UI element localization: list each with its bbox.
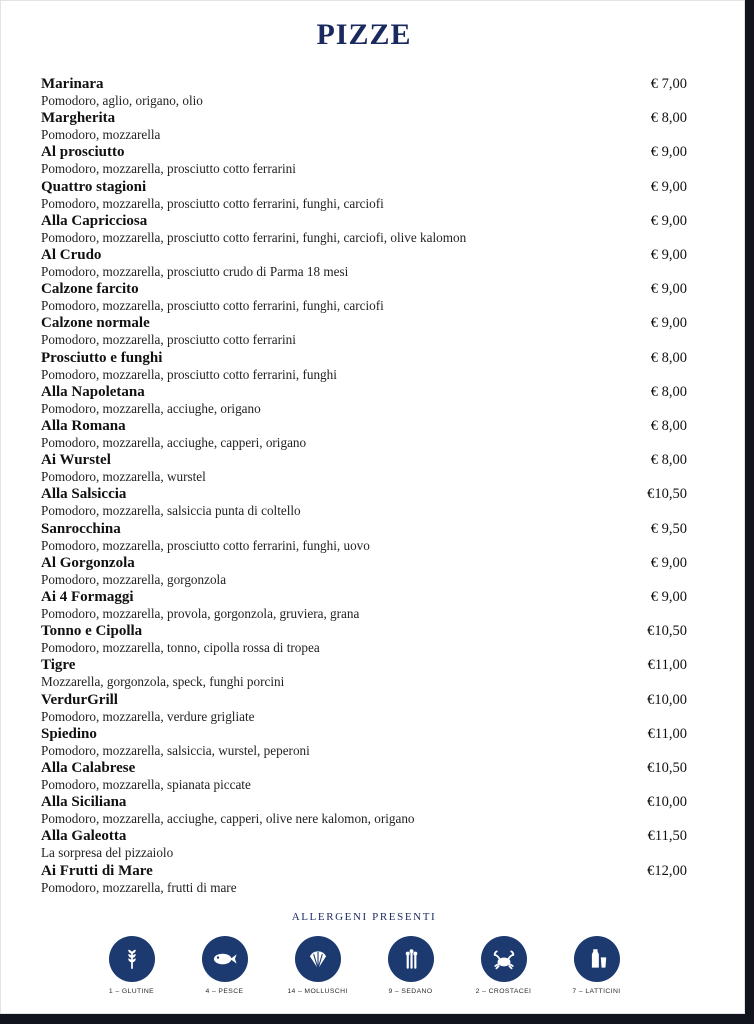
menu-item-name: Sanrocchina	[41, 520, 121, 537]
crab-icon	[490, 945, 518, 973]
menu-item-name: Quattro stagioni	[41, 178, 147, 195]
dairy-icon	[584, 946, 610, 972]
allergen-label: 9 – SEDANO	[388, 987, 433, 995]
menu-item-name: Al Crudo	[41, 247, 102, 264]
menu-item-name: Marinara	[41, 76, 104, 92]
menu-item-name: Calzone farcito	[41, 281, 139, 298]
menu-item-description: Pomodoro, mozzarella	[41, 127, 161, 143]
fish-icon	[211, 945, 239, 973]
menu-item-price: € 8,00	[650, 383, 687, 400]
allergen-label: 7 – LATTICINI	[572, 987, 621, 995]
menu-item-name: VerdurGrill	[41, 691, 118, 708]
allergen-badge	[295, 936, 341, 982]
menu-item	[41, 656, 687, 690]
allergen-icon-row	[41, 936, 687, 995]
menu-item-name: Al prosciutto	[41, 144, 125, 161]
menu-item	[41, 520, 687, 554]
menu-item-name: Tigre	[41, 657, 76, 674]
menu-item-price: €10,00	[647, 794, 687, 811]
menu-item	[41, 212, 687, 246]
menu-item-name: Margherita	[41, 110, 116, 127]
menu-item-price: € 9,00	[650, 589, 687, 606]
allergens-section	[41, 910, 687, 995]
allergen-item	[380, 936, 442, 995]
menu-item	[41, 827, 687, 861]
menu-item-price: € 8,00	[650, 452, 687, 469]
menu-item-price: € 9,00	[650, 554, 687, 571]
menu-item-name: Alla Capricciosa	[41, 212, 148, 229]
menu-item-description: Pomodoro, mozzarella, salsiccia punta di coltello	[41, 503, 301, 519]
menu-item-description: La sorpresa del pizzaiolo	[41, 845, 174, 861]
allergen-item	[194, 936, 256, 995]
menu-item-name: Calzone normale	[41, 315, 150, 332]
allergen-label: 1 – GLUTINE	[108, 987, 155, 995]
menu-item-description: Mozzarella, gorgonzola, speck, funghi porcini	[41, 674, 285, 690]
wheat-icon	[119, 946, 145, 972]
allergen-badge	[388, 936, 434, 982]
menu-item	[41, 75, 687, 109]
menu-item	[41, 485, 687, 519]
menu-item-price: € 9,00	[650, 178, 687, 195]
menu-item-name: Spiedino	[41, 725, 97, 742]
menu-item-price: € 9,00	[650, 144, 687, 161]
menu-item	[41, 383, 687, 417]
menu-item	[41, 246, 687, 280]
allergens-heading: ALLERGENI PRESENTI	[291, 910, 437, 923]
menu-item-price: € 8,00	[650, 418, 687, 435]
menu-item-name: Ai Frutti di Mare	[41, 862, 153, 879]
menu-item	[41, 417, 687, 451]
menu-item	[41, 554, 687, 588]
menu-item-price: € 9,00	[650, 315, 687, 332]
menu-item	[41, 793, 687, 827]
menu-item-description: Pomodoro, mozzarella, acciughe, capperi, olive nere kalomon, origano	[41, 811, 415, 827]
menu-item-description: Pomodoro, mozzarella, prosciutto cotto ferrarini, funghi, carciofi	[41, 298, 384, 314]
allergen-badge	[481, 936, 527, 982]
menu-item-price: € 9,50	[650, 520, 687, 537]
menu-item-description: Pomodoro, mozzarella, prosciutto cotto ferrarini	[41, 332, 296, 348]
menu-item-price: €12,00	[647, 862, 687, 879]
menu-item-description: Pomodoro, mozzarella, frutti di mare	[41, 879, 237, 895]
menu-item	[41, 451, 687, 485]
menu-item-price: €10,50	[647, 623, 687, 640]
menu-item-price: €10,00	[647, 691, 687, 708]
allergen-item	[101, 936, 163, 995]
menu-item	[41, 349, 687, 383]
menu-item	[41, 314, 687, 348]
menu-item-list	[41, 75, 687, 896]
menu-item-description: Pomodoro, mozzarella, acciughe, origano	[41, 400, 261, 416]
menu-item-price: € 8,00	[650, 349, 687, 366]
menu-item-name: Ai Wurstel	[41, 452, 111, 469]
menu-item-name: Ai 4 Formaggi	[41, 589, 134, 606]
allergen-item	[287, 936, 349, 995]
menu-item-price: € 9,00	[650, 247, 687, 264]
menu-item-name: Al Gorgonzola	[41, 554, 135, 571]
menu-item-description: Pomodoro, mozzarella, prosciutto cotto ferrarini, funghi, carciofi	[41, 195, 384, 211]
allergen-label: 2 – CROSTACEI	[475, 987, 532, 995]
menu-item-description: Pomodoro, mozzarella, acciughe, capperi, origano	[41, 435, 307, 451]
menu-item	[41, 622, 687, 656]
menu-item-price: €10,50	[647, 486, 687, 503]
allergen-label: 14 – MOLLUSCHI	[287, 987, 348, 995]
menu-item-description: Pomodoro, mozzarella, salsiccia, wurstel, peperoni	[41, 742, 310, 758]
allergen-badge	[109, 936, 155, 982]
menu-item	[41, 178, 687, 212]
menu-item-name: Alla Siciliana	[41, 794, 127, 811]
menu-item	[41, 759, 687, 793]
menu-item-name: Alla Romana	[41, 418, 126, 435]
menu-item-price: € 9,00	[650, 212, 687, 229]
menu-item-name: Alla Calabrese	[41, 760, 136, 777]
menu-item-description: Pomodoro, mozzarella, gorgonzola	[41, 571, 227, 587]
celery-icon	[398, 946, 424, 972]
menu-item-description: Pomodoro, mozzarella, wurstel	[41, 469, 206, 485]
menu-item-price: € 9,00	[650, 281, 687, 298]
allergen-item	[566, 936, 628, 995]
menu-item-price: €11,00	[647, 725, 687, 742]
menu-item-description: Pomodoro, aglio, origano, olio	[41, 93, 203, 108]
menu-item-name: Prosciutto e funghi	[41, 349, 163, 366]
menu-item-name: Alla Napoletana	[41, 383, 145, 400]
menu-item-name: Alla Salsiccia	[41, 486, 127, 503]
menu-item-description: Pomodoro, mozzarella, prosciutto cotto ferrarini, funghi	[41, 366, 337, 382]
menu-item-description: Pomodoro, mozzarella, prosciutto cotto ferrarini	[41, 161, 296, 177]
allergen-badge	[574, 936, 620, 982]
menu-item-price: € 7,00	[650, 76, 687, 92]
menu-item-description: Pomodoro, mozzarella, verdure grigliate	[41, 708, 255, 724]
menu-item	[41, 725, 687, 759]
menu-item-description: Pomodoro, mozzarella, tonno, cipolla rossa di tropea	[41, 640, 320, 656]
menu-item	[41, 691, 687, 725]
shell-icon	[305, 946, 331, 972]
allergen-badge	[202, 936, 248, 982]
menu-item	[41, 143, 687, 177]
page-title: PIZZE	[316, 18, 412, 51]
menu-item	[41, 588, 687, 622]
menu-item	[41, 862, 687, 896]
menu-item-description: Pomodoro, mozzarella, spianata piccate	[41, 777, 251, 793]
menu-item-description: Pomodoro, mozzarella, provola, gorgonzola, gruviera, grana	[41, 606, 360, 622]
menu-item-price: € 8,00	[650, 110, 687, 127]
menu-item-price: €11,00	[647, 657, 687, 674]
menu-item-name: Alla Galeotta	[41, 828, 127, 845]
menu-item-name: Tonno e Cipolla	[41, 623, 143, 640]
menu-item-price: €11,50	[647, 828, 687, 845]
menu-item-description: Pomodoro, mozzarella, prosciutto crudo di Parma 18 mesi	[41, 264, 349, 280]
allergen-item	[473, 936, 535, 995]
allergen-label: 4 – PESCE	[205, 987, 244, 995]
menu-item	[41, 109, 687, 143]
menu-item-price: €10,50	[647, 760, 687, 777]
menu-item	[41, 280, 687, 314]
menu-item-description: Pomodoro, mozzarella, prosciutto cotto ferrarini, funghi, carciofi, olive kalomon	[41, 229, 467, 245]
menu-item-description: Pomodoro, mozzarella, prosciutto cotto ferrarini, funghi, uovo	[41, 537, 370, 553]
